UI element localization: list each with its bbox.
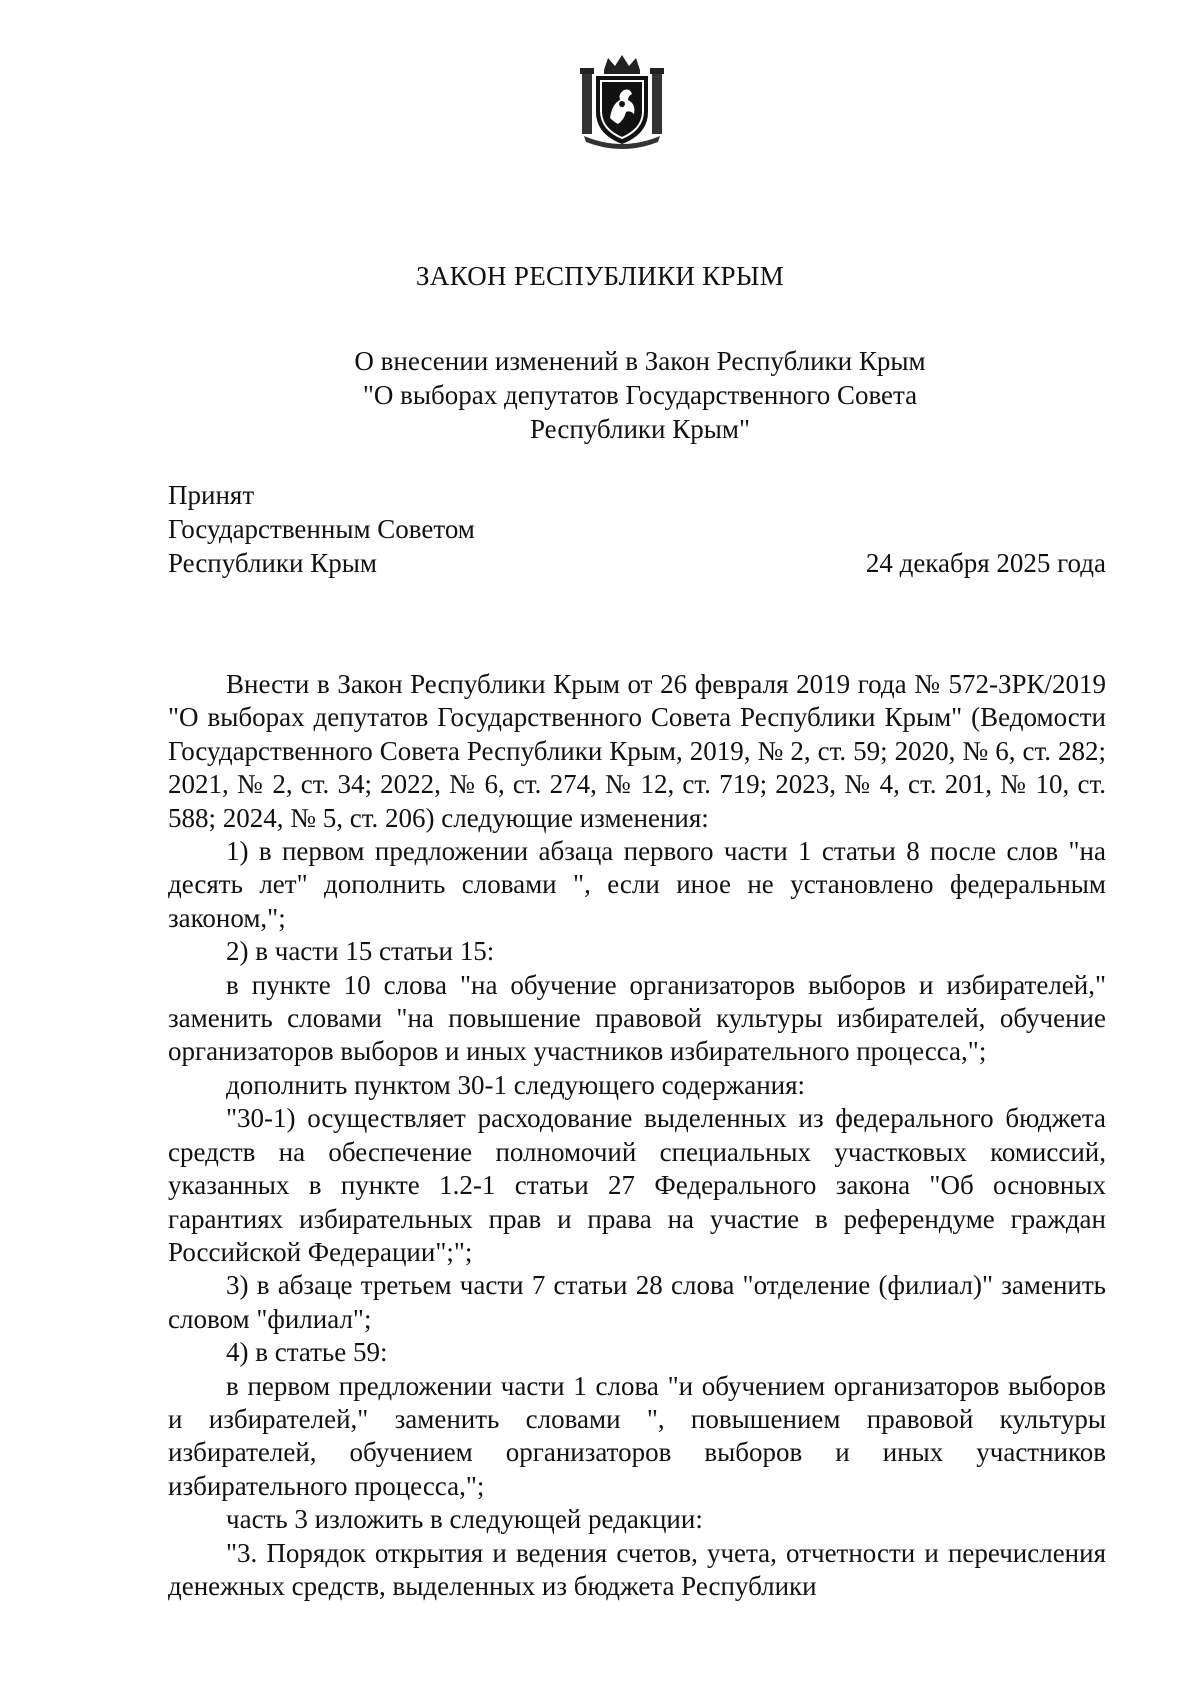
body-paragraph: в пункте 10 слова "на обучение организаторов выборов и избирателей," заменить словами "на повышение правовой культуры избирателей, обучение организаторов выборов и иных участников избирательного процесса,"; xyxy=(168,969,1106,1067)
subtitle-line: Республики Крым" xyxy=(530,414,750,444)
body-paragraph: часть 3 изложить в следующей редакции: xyxy=(226,1504,703,1535)
subtitle-line: "О выборах депутатов Государственного Совета xyxy=(362,380,918,410)
law-body xyxy=(168,668,1106,1603)
adoption-line: Государственным Советом xyxy=(168,514,475,544)
law-subtitle xyxy=(200,344,1080,446)
body-paragraph: "3. Порядок открытия и ведения счетов, учета, отчетности и перечисления денежных средств, выделенных из бюджета Республики xyxy=(168,1537,1106,1601)
body-paragraph: 1) в первом предложении абзаца первого части 1 статьи 8 после слов "на десять лет" дополнить словами ", если иное не установлено федеральным законом,"; xyxy=(168,836,1106,933)
body-paragraph: "30-1) осуществляет расходование выделенных из федерального бюджета средств на обеспечение полномочий специальных участковых комиссий, указанных в пункте 1.2-1 статьи 27 Федерального закона "Об основных гарантиях избирательных прав и права на участие в референдуме граждан Российской Федерации";"; xyxy=(168,1103,1106,1267)
adoption-line: Республики Крым xyxy=(168,548,377,578)
adoption-block xyxy=(168,478,475,580)
document-title: ЗАКОН РЕСПУБЛИКИ КРЫМ xyxy=(415,261,785,291)
body-paragraph: 2) в части 15 статьи 15: xyxy=(226,936,495,967)
adoption-line: Принят xyxy=(168,480,255,510)
body-paragraph: 3) в абзаце третьем части 7 статьи 28 слова "отделение (филиал)" заменить словом "филиал"; xyxy=(168,1270,1106,1334)
body-paragraph: 4) в статье 59: xyxy=(226,1337,388,1368)
crimea-coat-of-arms-icon xyxy=(574,52,670,150)
adoption-date: 24 декабря 2025 года xyxy=(865,548,1106,578)
body-paragraph: Внести в Закон Республики Крым от 26 февраля 2019 года № 572-ЗРК/2019 "О выборах депутатов Государственного Совета Республики Крым" (Ведомости Государственного Совета Республики Крым, 2019, № 2, ст. 59; 2020, № 6, ст. 282; 2021, № 2, ст. 34; 2022, № 6, ст. 274, № 12, ст. 719; 2023, № 4, ст. 201, № 10, ст. 588; 2024, № 5, ст. 206) следующие изменения: xyxy=(168,669,1106,833)
body-paragraph: дополнить пунктом 30-1 следующего содержания: xyxy=(226,1069,806,1100)
body-paragraph: в первом предложении части 1 слова "и обучением организаторов выборов и избирателей," заменить словами ", повышением правовой культуры избирателей, обучением организаторов выборов и иных участников избирательного процесса,"; xyxy=(168,1370,1106,1501)
subtitle-line: О внесении изменений в Закон Республики Крым xyxy=(354,346,926,376)
